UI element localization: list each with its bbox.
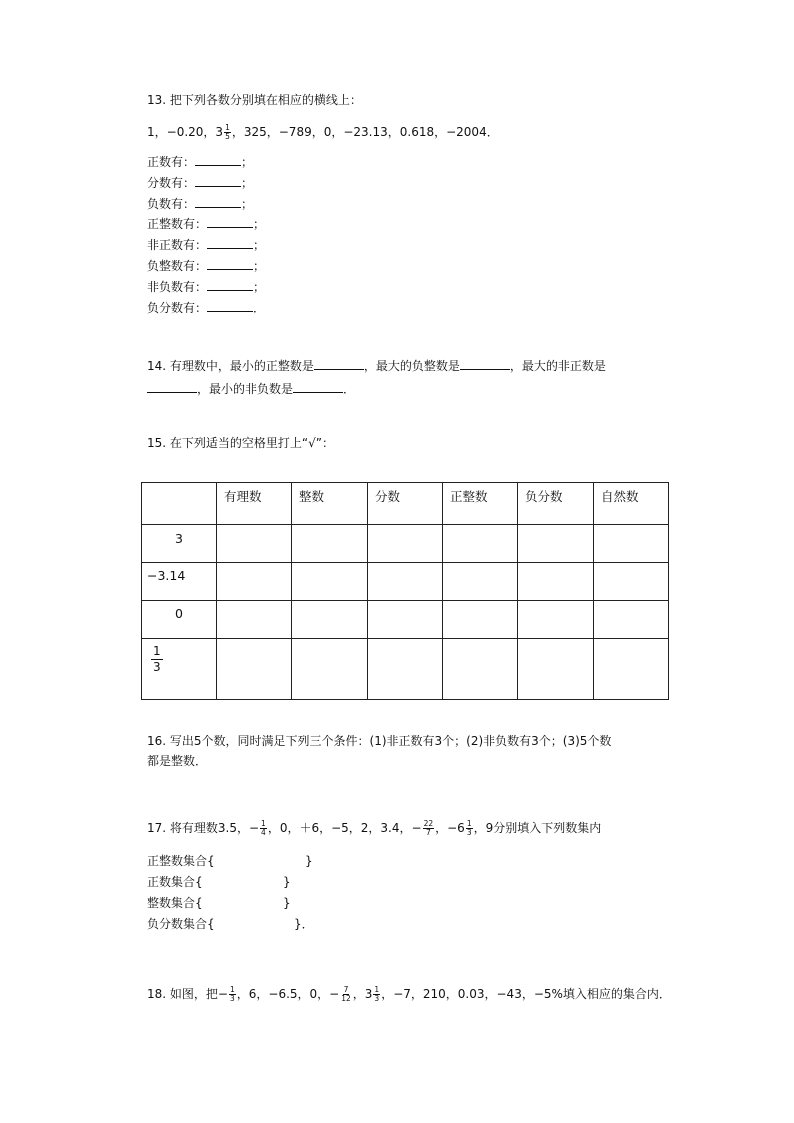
q17-text-b: ，0，＋6，−5，2，3.4，− <box>267 821 422 835</box>
answer-blank[interactable] <box>314 358 364 370</box>
check-cell[interactable] <box>217 525 292 563</box>
q17-text-c: ，−6 <box>435 821 465 835</box>
q17-text-d: ，9分别填入下列数集内 <box>473 821 602 835</box>
frac-den: 4 <box>261 828 266 837</box>
q13-item-label: 负数有： <box>147 196 196 211</box>
q16-line2: 都是整数． <box>147 754 208 768</box>
q18-fraction-1 <box>229 986 236 1003</box>
q14-text-a: 14. 有理数中，最小的正整数是 <box>147 359 314 373</box>
check-cell[interactable] <box>292 563 368 601</box>
set-label: 正整数集合{ <box>147 854 215 868</box>
check-cell[interactable] <box>443 525 518 563</box>
q13-item <box>147 256 265 277</box>
q18-prompt <box>147 984 671 1004</box>
q13-item-end: ； <box>253 238 266 253</box>
q13-mixed-whole: 3 <box>215 125 224 139</box>
frac-num: 1 <box>229 985 235 994</box>
q13-item-end: ； <box>253 258 266 273</box>
q17-prompt <box>147 818 601 838</box>
frac-den: 7 <box>425 828 431 837</box>
row-label: 3 <box>142 525 217 563</box>
q13-item-end: ； <box>253 279 266 294</box>
q13-item-end: ； <box>253 217 266 232</box>
check-cell[interactable] <box>594 601 669 639</box>
q13-item-label: 非正数有： <box>147 238 208 253</box>
check-cell[interactable] <box>368 601 443 639</box>
check-cell[interactable] <box>292 639 368 700</box>
row-label-fraction <box>151 644 163 675</box>
frac-num: 22 <box>423 819 434 828</box>
set-close: } <box>283 896 291 910</box>
check-cell[interactable] <box>368 563 443 601</box>
q17-sets <box>147 851 447 935</box>
table-row <box>142 639 669 700</box>
q13-numbers-a: 1，−0.20， <box>147 125 216 139</box>
check-cell[interactable] <box>217 639 292 700</box>
set-close: } <box>305 854 313 868</box>
frac-den: 3 <box>466 828 472 837</box>
frac-den: 3 <box>374 994 380 1003</box>
check-cell[interactable] <box>368 525 443 563</box>
check-cell[interactable] <box>292 601 368 639</box>
answer-blank[interactable] <box>195 175 241 187</box>
q13-frac-num: 1 <box>225 123 230 132</box>
table-header-row <box>142 483 669 525</box>
row-label: −3.14 <box>142 563 217 601</box>
table-header-cell: 自然数 <box>594 483 669 525</box>
q13-fraction <box>224 124 231 141</box>
q13-item-end: ． <box>253 300 266 315</box>
table-row <box>142 563 669 601</box>
q13-item <box>147 152 265 173</box>
q13-item <box>147 298 265 319</box>
set-row <box>147 914 447 935</box>
table-corner-cell <box>142 483 217 525</box>
q13-item-label: 正整数有： <box>147 217 208 232</box>
q13-item <box>147 214 265 235</box>
row-label: 0 <box>142 601 217 639</box>
q13-item-end: ； <box>241 196 254 211</box>
q13-item-end: ； <box>241 155 254 169</box>
answer-blank[interactable] <box>207 237 253 249</box>
set-label: 负分数集合{ <box>147 917 215 931</box>
q13-list <box>147 152 265 318</box>
q16 <box>147 731 611 771</box>
q13-item-label: 负分数有： <box>147 300 208 315</box>
set-row <box>147 851 447 872</box>
answer-blank[interactable] <box>293 381 343 393</box>
q13-item-label: 负整数有： <box>147 258 208 273</box>
q18-text-d: ，−7，210，0.03，−43，−5%填入相应的集合内． <box>381 987 671 1001</box>
check-table <box>141 482 669 700</box>
answer-blank[interactable] <box>207 258 253 270</box>
q18-text-a: 18. 如图，把− <box>147 987 228 1001</box>
q13-item-label: 非负数有： <box>147 279 208 294</box>
q13-frac-den: 5 <box>225 132 230 141</box>
answer-blank[interactable] <box>460 358 510 370</box>
q16-line1: 16. 写出5个数，同时满足下列三个条件：(1)非正数有3个；(2)非负数有3个；(3)5个数 <box>147 734 612 748</box>
q13-item <box>147 235 265 256</box>
set-label: 正数集合{ <box>147 875 203 889</box>
check-cell[interactable] <box>594 563 669 601</box>
q14-text-d: ，最小的非负数是 <box>197 382 294 396</box>
frac-den: 3 <box>153 660 161 674</box>
frac-num: 1 <box>466 819 472 828</box>
check-cell[interactable] <box>518 563 594 601</box>
check-cell[interactable] <box>217 563 292 601</box>
q13-numbers-b: ，325，−789，0，−23.13，0.618，−2004． <box>231 125 499 139</box>
answer-blank[interactable] <box>195 154 241 166</box>
q13-item-end: ； <box>241 175 254 190</box>
answer-blank[interactable] <box>207 279 253 291</box>
q17-fraction-2 <box>423 820 435 837</box>
table-row <box>142 601 669 639</box>
check-cell[interactable] <box>518 639 594 700</box>
frac-num: 1 <box>374 985 380 994</box>
q14 <box>147 355 606 401</box>
q13-numbers <box>147 122 499 142</box>
table-header-cell: 正整数 <box>443 483 518 525</box>
set-row <box>147 893 447 914</box>
answer-blank[interactable] <box>147 381 197 393</box>
answer-blank[interactable] <box>207 216 253 228</box>
check-cell[interactable] <box>443 639 518 700</box>
q18-text-c: ，3 <box>352 987 373 1001</box>
q13-item <box>147 277 265 298</box>
frac-den: 3 <box>229 994 235 1003</box>
q15-title: 15. 在下列适当的空格里打上“√”： <box>147 436 334 450</box>
check-cell[interactable] <box>594 639 669 700</box>
check-cell[interactable] <box>518 601 594 639</box>
row-label <box>142 639 217 700</box>
q17-fraction-1 <box>260 820 267 837</box>
check-cell[interactable] <box>518 525 594 563</box>
check-cell[interactable] <box>217 601 292 639</box>
q14-text-c: ，最大的非正数是 <box>509 359 606 373</box>
table-header-cell: 分数 <box>368 483 443 525</box>
frac-num: 1 <box>153 644 161 658</box>
table-header-cell: 整数 <box>292 483 368 525</box>
check-cell[interactable] <box>443 601 518 639</box>
q18-text-b: ，6，−6.5，0，− <box>236 987 340 1001</box>
check-cell[interactable] <box>292 525 368 563</box>
set-label: 整数集合{ <box>147 896 203 910</box>
check-cell[interactable] <box>594 525 669 563</box>
set-row <box>147 872 447 893</box>
q18-fraction-2 <box>340 986 352 1003</box>
table-row <box>142 525 669 563</box>
frac-num: 7 <box>343 985 349 994</box>
q14-text-b: ，最大的负整数是 <box>363 359 460 373</box>
set-close: } <box>283 875 291 889</box>
table-header-cell: 有理数 <box>217 483 292 525</box>
q13-title: 13. 把下列各数分别填在相应的横线上： <box>147 93 362 107</box>
frac-den: 12 <box>341 994 351 1003</box>
frac-num: 1 <box>261 819 266 828</box>
table-header-cell: 负分数 <box>518 483 594 525</box>
check-cell[interactable] <box>443 563 518 601</box>
q13-item-label: 分数有： <box>147 175 196 190</box>
answer-blank[interactable] <box>207 300 253 312</box>
set-close: }． <box>294 917 314 931</box>
answer-blank[interactable] <box>195 196 241 208</box>
q13-item-label: 正数有： <box>147 155 196 169</box>
q13-item <box>147 194 265 215</box>
q13-item <box>147 173 265 194</box>
q17-fraction-3 <box>466 820 473 837</box>
q14-text-e: ． <box>343 382 356 396</box>
check-cell[interactable] <box>368 639 443 700</box>
q18-fraction-3 <box>373 986 380 1003</box>
q17-text-a: 17. 将有理数3.5，− <box>147 821 260 835</box>
